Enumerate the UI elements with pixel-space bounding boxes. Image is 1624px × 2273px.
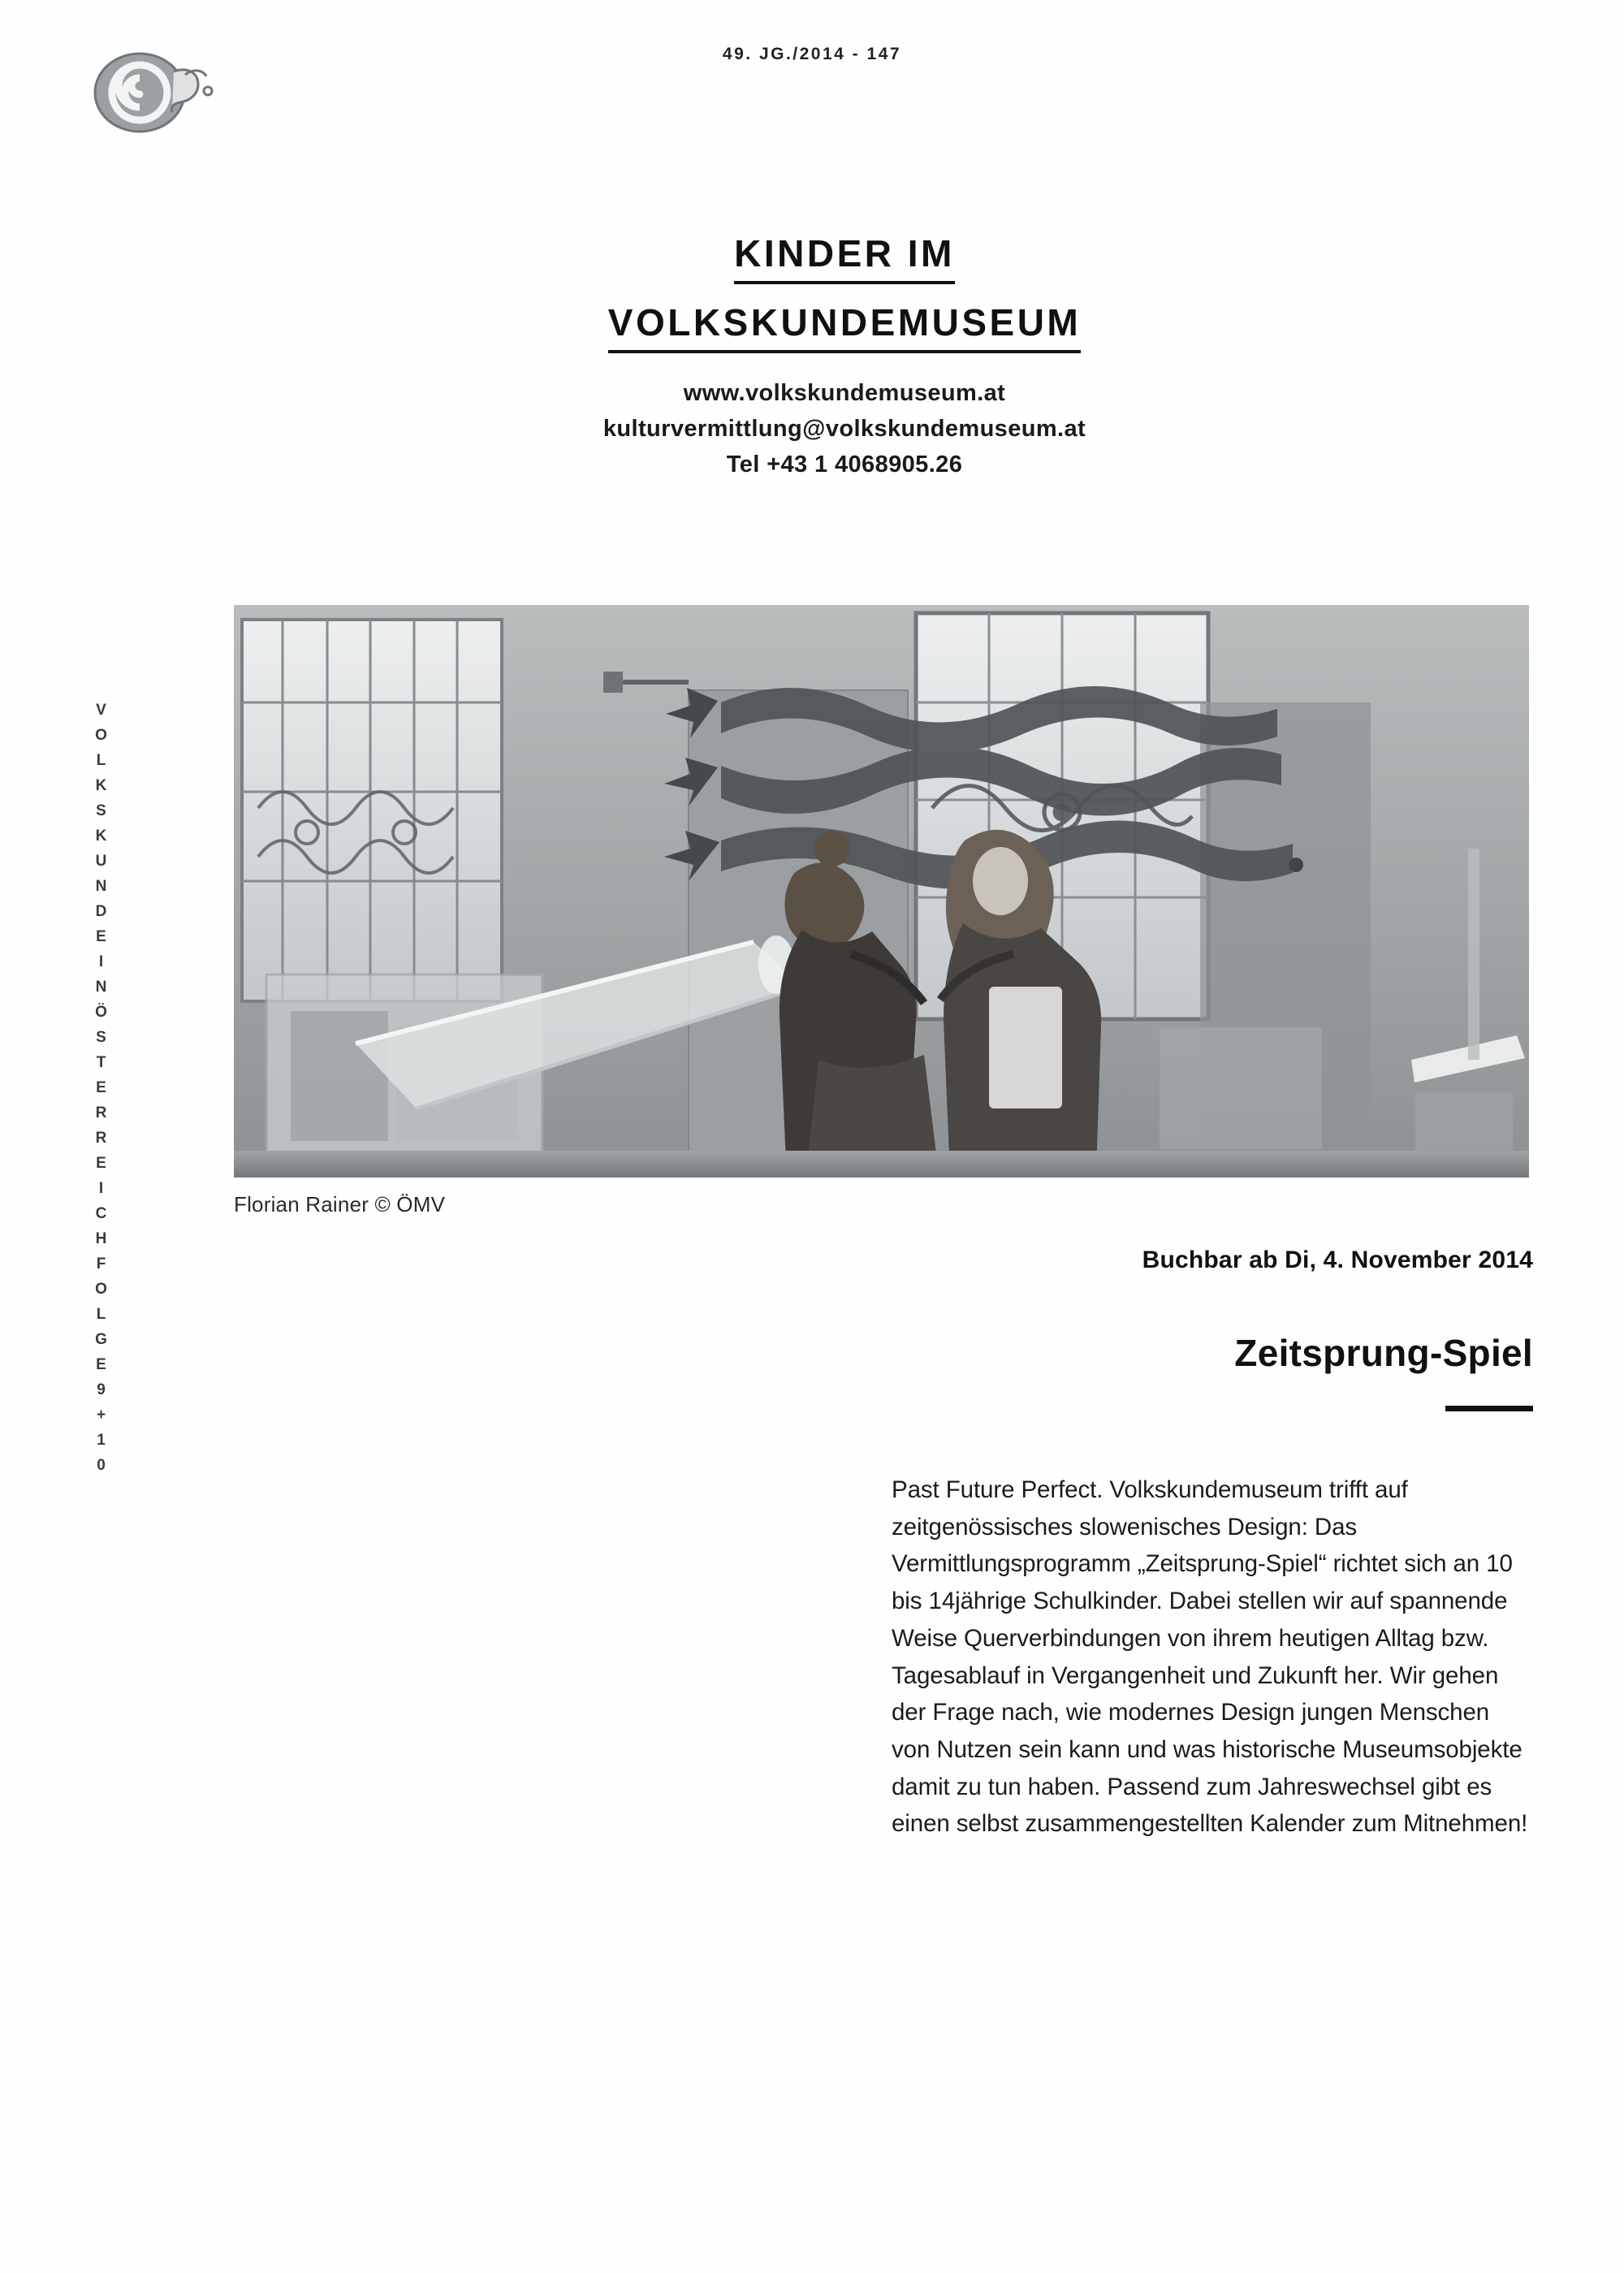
- booking-date: Buchbar ab Di, 4. November 2014: [1142, 1247, 1533, 1273]
- contact-block: [244, 376, 1445, 482]
- event-title: Zeitsprung-Spiel: [1234, 1332, 1533, 1374]
- email-link[interactable]: kulturvermittlung@volkskundemuseum.at: [603, 416, 1086, 443]
- page-title-line1: KINDER IM: [734, 231, 955, 284]
- event-description: Past Future Perfect. Volkskundemuseum trifft auf zeitgenössisches slowenisches Design: Das Vermittlungsprogramm „Zeitsprung-Spiel“ richtet sich an 10 bis 14jährige Schulkinder. Dabei stellen wir auf spannende Weise Querverbindungen von ihrem heutigen Alltag bzw. Tagesablauf in Vergangenheit und Zukunft her. Wir gehen der Frage nach, wie modernes Design jungen Menschen von Nutzen sein kann und was historische Museumsobjekte damit zu tun haben. Passend zum Jahreswechsel gibt es einen selbst zusammengestellten Kalender zum Mitnehmen!: [892, 1476, 1528, 1838]
- title-block: [244, 231, 1445, 483]
- running-head: 49. JG./2014 - 147: [722, 45, 902, 63]
- phone-number: Tel +43 1 4068905.26: [726, 452, 963, 478]
- oemv-snail-logo-icon: [89, 39, 223, 149]
- spine-text: V O L K S K U N D E I N Ö S T E R R E I C H F O L G E 9 + 1 0: [95, 702, 108, 1474]
- photo-credit: Florian Rainer © ÖMV: [234, 1192, 446, 1216]
- museum-photo: [234, 605, 1529, 1178]
- divider-rule: [1445, 1406, 1533, 1411]
- event-info-column: [892, 1247, 1533, 1843]
- website-link[interactable]: www.volkskundemuseum.at: [683, 380, 1006, 406]
- page-title-line2: VOLKSKUNDEMUSEUM: [608, 300, 1081, 353]
